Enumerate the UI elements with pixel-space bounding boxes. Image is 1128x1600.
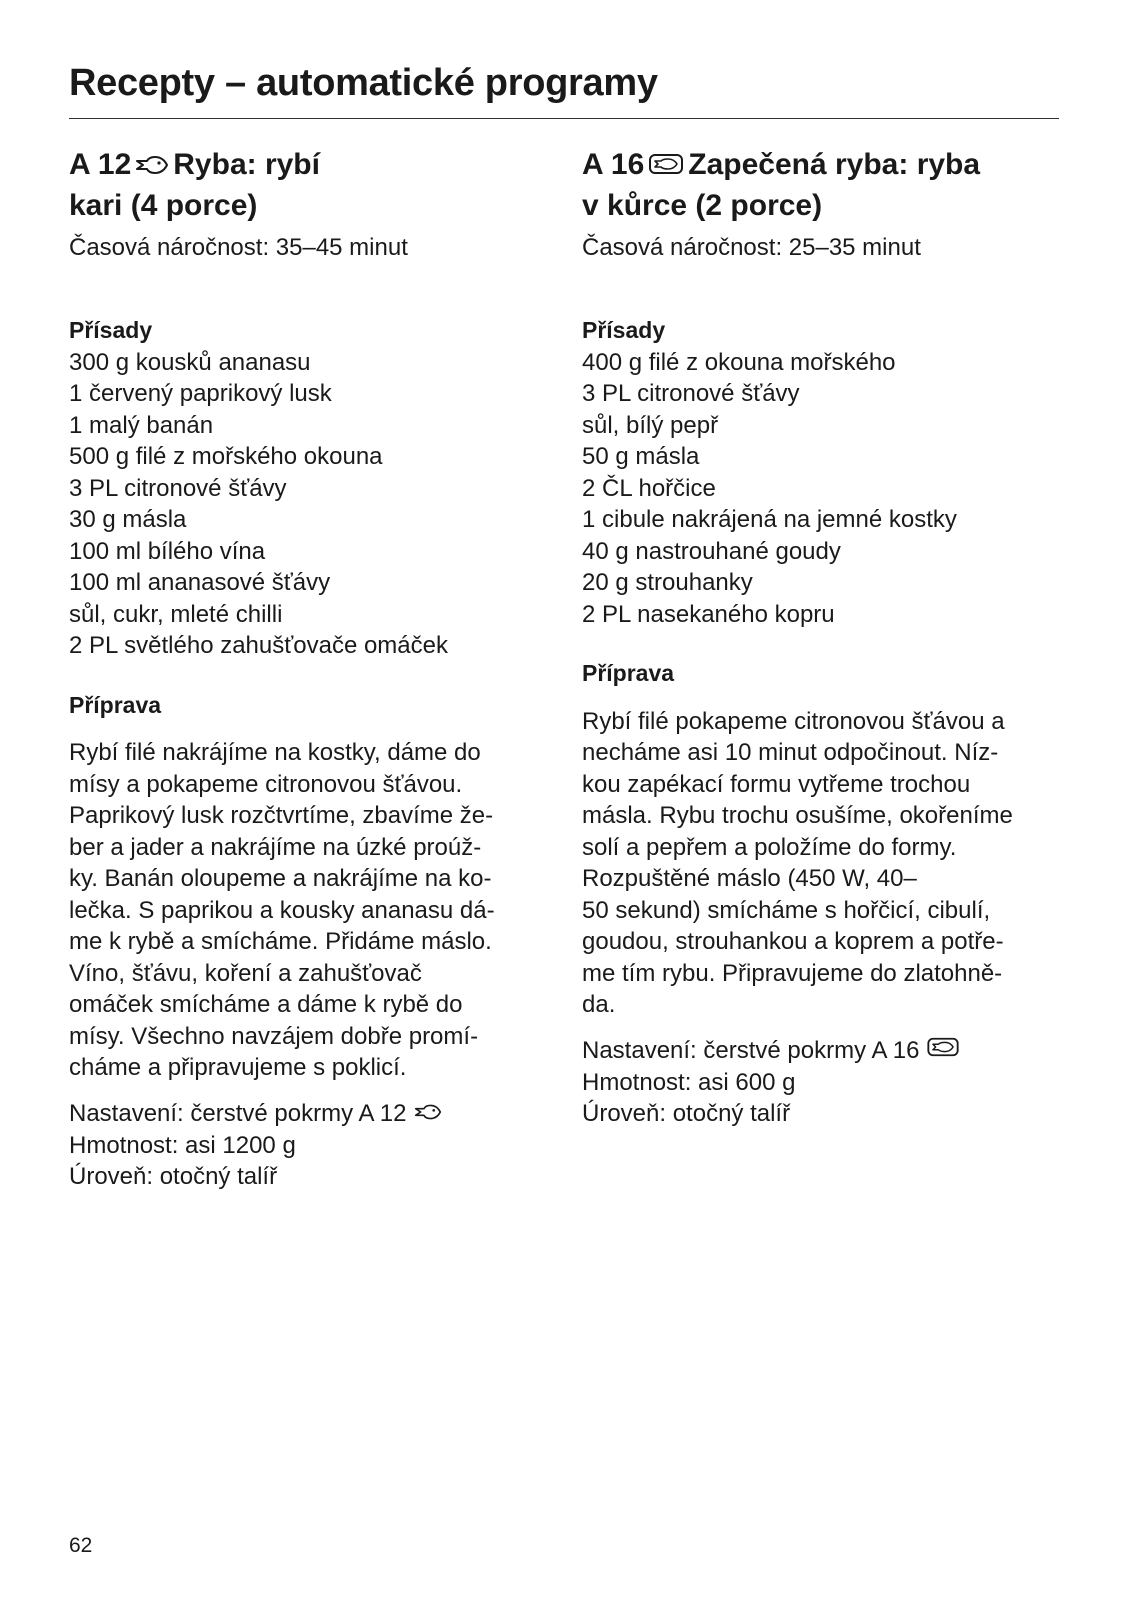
ingredient-item: 100 ml ananasové šťávy xyxy=(69,569,331,597)
method-line: me tím rybu. Připravujeme do zlatohně- xyxy=(582,959,1003,987)
method-heading: Příprava xyxy=(582,660,675,687)
method-line: ky. Banán oloupeme a nakrájíme na ko- xyxy=(69,865,492,893)
recipe-title xyxy=(69,145,549,225)
method-line: goudou, strouhankou a koprem a potře- xyxy=(582,928,1004,956)
method-line: da. xyxy=(582,991,616,1019)
ingredient-item: 1 malý banán xyxy=(69,411,214,439)
ingredient-item: 3 PL citronové šťávy xyxy=(69,474,287,502)
ingredient-item: 2 PL světlého zahušťovače omáček xyxy=(69,632,448,660)
method-line: Rozpuštěné máslo (450 W, 40– xyxy=(582,865,917,893)
method-line: másla. Rybu trochu osušíme, okořeníme xyxy=(582,802,1013,830)
ingredients-heading: Přísady xyxy=(69,317,153,344)
recipe-title-line1: Ryba: rybí xyxy=(173,148,320,181)
settings-block xyxy=(69,1098,549,1193)
method-line: lečka. S paprikou a kousky ananasu dá- xyxy=(69,896,495,924)
prep-time: Časová náročnost: 25–35 minut xyxy=(582,233,921,261)
weight-text: Hmotnost: asi 600 g xyxy=(582,1068,796,1096)
title-divider xyxy=(69,118,1059,119)
level-text: Úroveň: otočný talíř xyxy=(582,1100,791,1128)
recipe-title-line2: v kůrce (2 porce) xyxy=(582,188,823,222)
method-line: cháme a připravujeme s poklicí. xyxy=(69,1054,407,1082)
method-line: me k rybě a smícháme. Přidáme máslo. xyxy=(69,928,492,956)
method-line: omáček smícháme a dáme k rybě do xyxy=(69,991,463,1019)
ingredient-item: 40 g nastrouhané goudy xyxy=(582,537,841,565)
baked-fish-icon xyxy=(926,1035,960,1067)
ingredient-item: sůl, cukr, mleté chilli xyxy=(69,600,283,628)
ingredient-item: 1 cibule nakrájená na jemné kostky xyxy=(582,506,957,534)
method-line: kou zapékací formu vytřeme trochou xyxy=(582,770,971,798)
method-text xyxy=(582,706,1062,1021)
method-line: Rybí filé nakrájíme na kostky, dáme do xyxy=(69,739,481,767)
ingredient-item: 300 g kousků ananasu xyxy=(69,348,311,376)
method-line: necháme asi 10 minut odpočinout. Níz- xyxy=(582,739,999,767)
recipe-column-a12 xyxy=(69,145,549,1193)
recipe-title-line1: Zapečená ryba: ryba xyxy=(688,148,981,181)
fish-icon xyxy=(135,147,169,186)
ingredient-item: 50 g másla xyxy=(582,443,700,471)
prep-time: Časová náročnost: 35–45 minut xyxy=(69,233,408,261)
ingredients-list xyxy=(69,347,549,662)
ingredients-heading: Přísady xyxy=(582,317,666,344)
settings-block xyxy=(582,1035,1062,1130)
program-number: A 12 xyxy=(69,148,132,181)
program-number: A 16 xyxy=(582,148,645,181)
ingredient-item: sůl, bílý pepř xyxy=(582,411,719,439)
page-title: Recepty – automatické programy xyxy=(69,62,658,104)
method-line: mísy. Všechno navzájem dobře promí- xyxy=(69,1022,479,1050)
method-line: 50 sekund) smícháme s hořčicí, cibulí, xyxy=(582,896,991,924)
page-number: 62 xyxy=(69,1534,93,1557)
ingredient-item: 2 ČL hořčice xyxy=(582,474,716,502)
ingredient-item: 400 g filé z okouna mořského xyxy=(582,348,896,376)
method-line: ber a jader a nakrájíme na úzké proúž- xyxy=(69,833,482,861)
ingredient-item: 100 ml bílého vína xyxy=(69,537,266,565)
ingredient-item: 20 g strouhanky xyxy=(582,569,753,597)
method-line: Paprikový lusk rozčtvrtíme, zbavíme že- xyxy=(69,802,494,830)
method-heading: Příprava xyxy=(69,691,162,718)
ingredient-item: 2 PL nasekaného kopru xyxy=(582,600,835,628)
ingredient-item: 500 g filé z mořského okouna xyxy=(69,443,383,471)
ingredient-item: 1 červený paprikový lusk xyxy=(69,380,332,408)
recipe-title-line2: kari (4 porce) xyxy=(69,188,258,222)
method-line: mísy a pokapeme citronovou šťávou. xyxy=(69,770,463,798)
ingredient-item: 3 PL citronové šťávy xyxy=(582,380,800,408)
method-line: Rybí filé pokapeme citronovou šťávou a xyxy=(582,707,1005,735)
level-text: Úroveň: otočný talíř xyxy=(69,1163,278,1191)
fish-icon xyxy=(413,1098,443,1130)
method-line: Víno, šťávu, koření a zahušťovač xyxy=(69,959,422,987)
ingredients-list xyxy=(582,347,1062,631)
setting-text: Nastavení: čerstvé pokrmy A 12 xyxy=(69,1099,407,1127)
method-line: solí a pepřem a položíme do formy. xyxy=(582,833,957,861)
method-text xyxy=(69,737,549,1084)
recipe-title xyxy=(582,145,1062,225)
weight-text: Hmotnost: asi 1200 g xyxy=(69,1131,296,1159)
recipe-column-a16 xyxy=(582,145,1062,1130)
ingredient-item: 30 g másla xyxy=(69,506,187,534)
baked-fish-icon xyxy=(648,147,684,186)
setting-text: Nastavení: čerstvé pokrmy A 16 xyxy=(582,1036,920,1064)
